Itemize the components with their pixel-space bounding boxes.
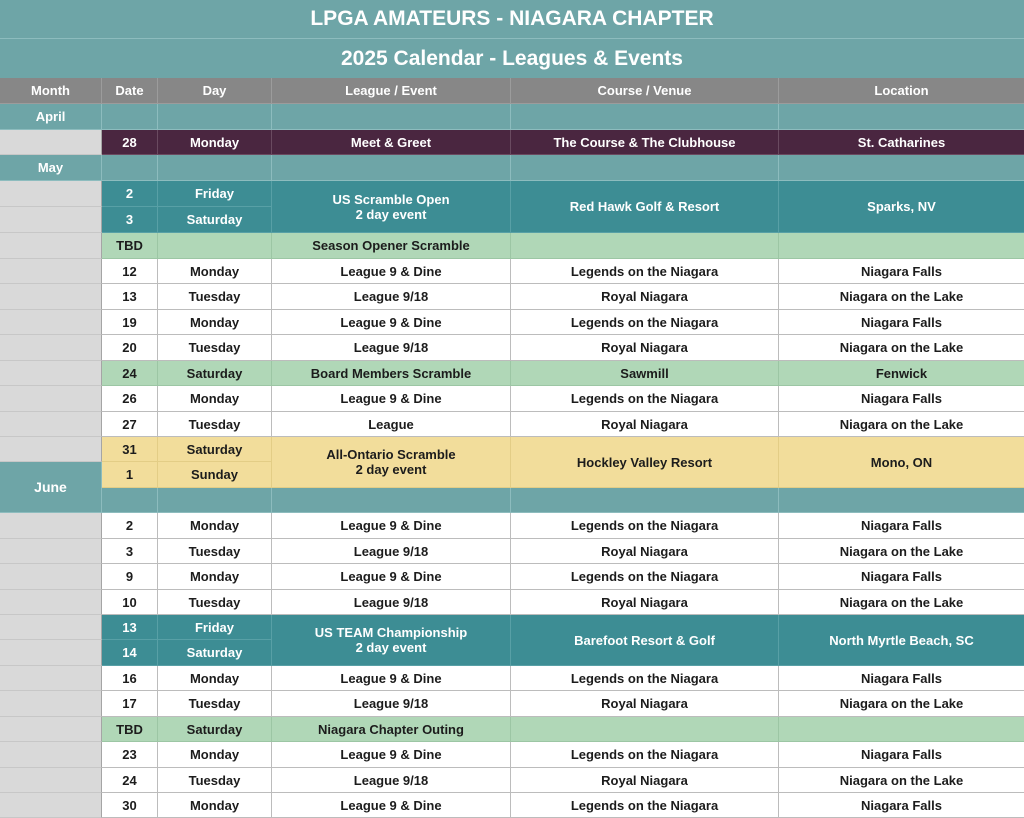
day-cell[interactable]: Monday xyxy=(158,564,272,590)
venue-cell[interactable] xyxy=(511,717,779,742)
event-note: 2 day event xyxy=(355,640,427,655)
empty-cell[interactable] xyxy=(158,155,272,181)
day-cell[interactable]: Sunday xyxy=(158,462,272,488)
event-cell[interactable]: League 9 & Dine xyxy=(272,386,511,412)
event-cell[interactable]: League 9 & Dine xyxy=(272,513,511,539)
day-cell[interactable]: Monday xyxy=(158,793,272,818)
month-label-june[interactable]: June xyxy=(0,462,102,513)
month-cell[interactable] xyxy=(0,259,102,284)
month-cell[interactable] xyxy=(0,717,102,742)
month-cell[interactable] xyxy=(0,310,102,335)
sheet-subtitle: 2025 Calendar - Leagues & Events xyxy=(0,39,1024,78)
date-cell[interactable]: TBD xyxy=(102,233,158,259)
month-row-june xyxy=(0,488,1024,513)
day-cell[interactable]: Tuesday xyxy=(158,590,272,615)
location-cell[interactable]: Niagara Falls xyxy=(779,742,1024,768)
location-cell[interactable]: Mono, ON xyxy=(779,437,1024,488)
venue-cell[interactable]: Barefoot Resort & Golf xyxy=(511,615,779,666)
venue-cell[interactable]: Legends on the Niagara xyxy=(511,513,779,539)
location-cell[interactable]: Niagara on the Lake xyxy=(779,590,1024,615)
month-cell[interactable] xyxy=(0,130,102,155)
date-cell[interactable]: 16 xyxy=(102,666,158,691)
location-cell[interactable]: Niagara Falls xyxy=(779,386,1024,412)
event-note: 2 day event xyxy=(355,206,427,222)
location-cell[interactable]: Niagara Falls xyxy=(779,310,1024,335)
table-row xyxy=(0,539,1024,564)
date-cell[interactable]: 2 xyxy=(102,181,158,207)
date-cell[interactable]: 28 xyxy=(102,130,158,155)
event-note: 2 day event xyxy=(355,462,427,477)
location-cell[interactable]: Niagara Falls xyxy=(779,793,1024,818)
event-cell[interactable]: League 9 & Dine xyxy=(272,742,511,768)
empty-cell[interactable] xyxy=(158,488,272,513)
month-cell[interactable] xyxy=(0,691,102,717)
venue-cell[interactable]: Legends on the Niagara xyxy=(511,310,779,335)
location-cell[interactable]: Fenwick xyxy=(779,361,1024,386)
empty-cell[interactable] xyxy=(779,155,1024,181)
month-cell[interactable] xyxy=(0,768,102,793)
day-cell[interactable]: Monday xyxy=(158,513,272,539)
month-cell[interactable] xyxy=(0,386,102,412)
location-cell[interactable]: Niagara Falls xyxy=(779,259,1024,284)
empty-cell[interactable] xyxy=(511,104,779,130)
month-cell[interactable] xyxy=(0,181,102,207)
venue-cell[interactable]: Red Hawk Golf & Resort xyxy=(511,181,779,233)
table-row xyxy=(0,361,1024,386)
event-cell-us-scramble[interactable] xyxy=(272,181,511,233)
header-location[interactable]: Location xyxy=(779,78,1024,104)
header-event[interactable]: League / Event xyxy=(272,78,511,104)
date-cell[interactable]: 27 xyxy=(102,412,158,437)
location-cell[interactable]: Sparks, NV xyxy=(779,181,1024,233)
date-cell[interactable]: 10 xyxy=(102,590,158,615)
date-cell[interactable]: 1 xyxy=(102,462,158,488)
date-cell[interactable]: 3 xyxy=(102,539,158,564)
day-cell[interactable]: Tuesday xyxy=(158,335,272,361)
table-row xyxy=(0,793,1024,818)
month-cell[interactable] xyxy=(0,335,102,361)
month-cell[interactable] xyxy=(0,742,102,768)
event-cell-all-ontario[interactable] xyxy=(272,437,511,488)
date-cell[interactable]: 12 xyxy=(102,259,158,284)
venue-cell[interactable]: Royal Niagara xyxy=(511,284,779,310)
venue-cell[interactable]: Royal Niagara xyxy=(511,768,779,793)
table-row xyxy=(0,335,1024,361)
table-row xyxy=(0,590,1024,615)
venue-cell[interactable]: Legends on the Niagara xyxy=(511,564,779,590)
month-cell[interactable] xyxy=(0,513,102,539)
date-cell[interactable]: 9 xyxy=(102,564,158,590)
venue-cell[interactable]: Royal Niagara xyxy=(511,691,779,717)
date-cell[interactable]: 24 xyxy=(102,361,158,386)
month-label-may[interactable]: May xyxy=(0,155,102,181)
empty-cell[interactable] xyxy=(102,104,158,130)
month-label-april[interactable]: April xyxy=(0,104,102,130)
header-day[interactable]: Day xyxy=(158,78,272,104)
month-cell[interactable] xyxy=(0,284,102,310)
month-cell[interactable] xyxy=(0,615,102,640)
day-cell[interactable]: Friday xyxy=(158,181,272,207)
month-cell[interactable] xyxy=(0,539,102,564)
day-cell[interactable]: Tuesday xyxy=(158,691,272,717)
event-cell[interactable]: Meet & Greet xyxy=(272,130,511,155)
location-cell[interactable] xyxy=(779,233,1024,259)
venue-cell[interactable]: Legends on the Niagara xyxy=(511,742,779,768)
event-cell[interactable]: League 9 & Dine xyxy=(272,666,511,691)
month-cell[interactable] xyxy=(0,793,102,818)
day-cell[interactable]: Saturday xyxy=(158,640,272,666)
sheet-title: LPGA AMATEURS - NIAGARA CHAPTER xyxy=(0,0,1024,39)
venue-cell[interactable]: Royal Niagara xyxy=(511,412,779,437)
table-row xyxy=(0,768,1024,793)
day-cell[interactable] xyxy=(158,233,272,259)
month-row-april xyxy=(0,104,1024,130)
header-venue[interactable]: Course / Venue xyxy=(511,78,779,104)
day-cell[interactable]: Tuesday xyxy=(158,284,272,310)
date-cell[interactable]: 13 xyxy=(102,284,158,310)
month-cell[interactable] xyxy=(0,590,102,615)
date-cell[interactable]: TBD xyxy=(102,717,158,742)
day-cell[interactable]: Monday xyxy=(158,666,272,691)
location-cell[interactable]: Niagara Falls xyxy=(779,564,1024,590)
event-cell[interactable]: Niagara Chapter Outing xyxy=(272,717,511,742)
table-row xyxy=(0,513,1024,539)
date-cell[interactable]: 19 xyxy=(102,310,158,335)
venue-cell[interactable]: Legends on the Niagara xyxy=(511,259,779,284)
date-cell[interactable]: 30 xyxy=(102,793,158,818)
header-date[interactable]: Date xyxy=(102,78,158,104)
month-cell[interactable] xyxy=(0,437,102,462)
event-cell[interactable]: League 9/18 xyxy=(272,590,511,615)
empty-cell[interactable] xyxy=(511,155,779,181)
day-cell[interactable]: Tuesday xyxy=(158,412,272,437)
location-cell[interactable]: Niagara Falls xyxy=(779,513,1024,539)
table-row xyxy=(0,259,1024,284)
event-cell[interactable]: League 9 & Dine xyxy=(272,793,511,818)
day-cell[interactable]: Saturday xyxy=(158,717,272,742)
date-cell[interactable]: 13 xyxy=(102,615,158,640)
month-cell[interactable] xyxy=(0,207,102,233)
month-row-may xyxy=(0,155,1024,181)
month-cell[interactable] xyxy=(0,640,102,666)
location-cell[interactable]: Niagara on the Lake xyxy=(779,335,1024,361)
date-cell[interactable]: 2 xyxy=(102,513,158,539)
event-cell-us-team[interactable] xyxy=(272,615,511,666)
table-row xyxy=(0,233,1024,259)
venue-cell[interactable]: Royal Niagara xyxy=(511,335,779,361)
table-row xyxy=(0,130,1024,155)
event-cell[interactable]: League 9/18 xyxy=(272,335,511,361)
table-row xyxy=(0,564,1024,590)
day-cell[interactable]: Tuesday xyxy=(158,768,272,793)
empty-cell[interactable] xyxy=(102,155,158,181)
date-cell[interactable]: 17 xyxy=(102,691,158,717)
empty-cell[interactable] xyxy=(158,104,272,130)
date-cell[interactable]: 26 xyxy=(102,386,158,412)
date-cell[interactable]: 14 xyxy=(102,640,158,666)
table-row xyxy=(0,412,1024,437)
day-cell[interactable]: Monday xyxy=(158,130,272,155)
day-cell[interactable]: Friday xyxy=(158,615,272,640)
empty-cell[interactable] xyxy=(272,155,511,181)
venue-cell[interactable]: Legends on the Niagara xyxy=(511,666,779,691)
venue-cell[interactable]: Legends on the Niagara xyxy=(511,793,779,818)
empty-cell[interactable] xyxy=(272,488,511,513)
empty-cell[interactable] xyxy=(272,104,511,130)
venue-cell[interactable]: Legends on the Niagara xyxy=(511,386,779,412)
venue-cell[interactable]: The Course & The Clubhouse xyxy=(511,130,779,155)
date-cell[interactable]: 24 xyxy=(102,768,158,793)
location-cell[interactable]: Niagara on the Lake xyxy=(779,768,1024,793)
day-cell[interactable]: Monday xyxy=(158,310,272,335)
header-month[interactable]: Month xyxy=(0,78,102,104)
venue-cell[interactable]: Sawmill xyxy=(511,361,779,386)
day-cell[interactable]: Tuesday xyxy=(158,539,272,564)
location-cell[interactable]: Niagara on the Lake xyxy=(779,539,1024,564)
location-cell[interactable] xyxy=(779,717,1024,742)
location-cell[interactable]: Niagara Falls xyxy=(779,666,1024,691)
date-cell[interactable]: 3 xyxy=(102,207,158,233)
event-cell[interactable]: Season Opener Scramble xyxy=(272,233,511,259)
event-cell[interactable]: League 9 & Dine xyxy=(272,564,511,590)
venue-cell[interactable] xyxy=(511,233,779,259)
empty-cell[interactable] xyxy=(779,488,1024,513)
day-cell[interactable]: Monday xyxy=(158,259,272,284)
day-cell[interactable]: Monday xyxy=(158,742,272,768)
table-row xyxy=(0,666,1024,691)
day-cell[interactable]: Saturday xyxy=(158,437,272,462)
date-cell[interactable]: 23 xyxy=(102,742,158,768)
event-cell[interactable]: League 9/18 xyxy=(272,691,511,717)
venue-cell[interactable]: Royal Niagara xyxy=(511,590,779,615)
date-cell[interactable]: 31 xyxy=(102,437,158,462)
header-row xyxy=(0,78,1024,104)
event-cell[interactable]: League 9/18 xyxy=(272,539,511,564)
location-cell[interactable]: Niagara on the Lake xyxy=(779,412,1024,437)
location-cell[interactable]: St. Catharines xyxy=(779,130,1024,155)
table-row xyxy=(0,717,1024,742)
event-cell[interactable]: League 9 & Dine xyxy=(272,259,511,284)
table-row xyxy=(0,691,1024,717)
venue-cell[interactable]: Hockley Valley Resort xyxy=(511,437,779,488)
month-cell[interactable] xyxy=(0,412,102,437)
location-cell[interactable]: Niagara on the Lake xyxy=(779,284,1024,310)
event-name: US TEAM Championship xyxy=(314,625,468,640)
venue-cell[interactable]: Royal Niagara xyxy=(511,539,779,564)
table-row xyxy=(0,284,1024,310)
date-cell[interactable]: 20 xyxy=(102,335,158,361)
month-cell[interactable] xyxy=(0,666,102,691)
empty-cell[interactable] xyxy=(102,488,158,513)
event-name: All-Ontario Scramble xyxy=(326,447,456,462)
event-cell[interactable]: League xyxy=(272,412,511,437)
empty-cell[interactable] xyxy=(511,488,779,513)
month-cell[interactable] xyxy=(0,564,102,590)
location-cell[interactable]: North Myrtle Beach, SC xyxy=(779,615,1024,666)
table-row xyxy=(0,742,1024,768)
day-cell[interactable]: Saturday xyxy=(158,207,272,233)
event-name: US Scramble Open xyxy=(332,191,450,207)
empty-cell[interactable] xyxy=(779,104,1024,130)
month-cell[interactable] xyxy=(0,361,102,386)
event-cell[interactable]: League 9 & Dine xyxy=(272,310,511,335)
event-cell[interactable]: League 9/18 xyxy=(272,768,511,793)
day-cell[interactable]: Saturday xyxy=(158,361,272,386)
event-cell[interactable]: Board Members Scramble xyxy=(272,361,511,386)
day-cell[interactable]: Monday xyxy=(158,386,272,412)
event-cell[interactable]: League 9/18 xyxy=(272,284,511,310)
location-cell[interactable]: Niagara on the Lake xyxy=(779,691,1024,717)
month-cell[interactable] xyxy=(0,233,102,259)
table-row xyxy=(0,386,1024,412)
table-row xyxy=(0,310,1024,335)
